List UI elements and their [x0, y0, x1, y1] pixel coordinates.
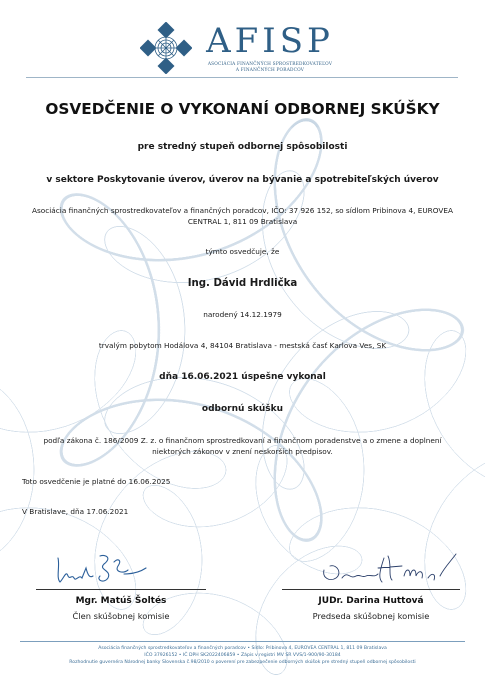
footer-divider — [20, 641, 465, 642]
signatory-name-left: Mgr. Matúš Šoltés — [75, 596, 167, 606]
signature-line-left — [36, 589, 206, 590]
exam-date: dňa 16.06.2021 úspešne vykonal — [159, 372, 326, 382]
certifies-text: týmto osvedčuje, že — [205, 247, 280, 256]
footer-line-3: Rozhodnutie guvernéra Národnej banky Slovenska č.98/2010 o poverení pre zabezpečenie odborných skúšok pre stredný stupeň odbornej spôsobilosti — [69, 660, 416, 665]
law-line-1: podľa zákona č. 186/2009 Z. z. o finančnom sprostredkovaní a finančnom poradenstve a o zmene a doplnení — [43, 436, 442, 445]
brand-name: AFISP — [206, 21, 334, 61]
law-line-2: niektorých zákonov v znení neskorších predpisov. — [152, 447, 333, 456]
signatory-role-left: Člen skúšobnej komisie — [72, 611, 170, 621]
qualification-sector: v sektore Poskytovanie úverov, úverov na bývanie a spotrebiteľských úverov — [46, 175, 439, 185]
residence: trvalým pobytom Hodálova 4, 84104 Bratislava - mestská časť Karlova Ves, SK — [98, 341, 387, 350]
issuer-line-1: Asociácia finančných sprostredkovateľov a finančných poradcov, IČO: 37 926 152, so sídlom Pribinova 4, EUROVEA — [32, 206, 453, 215]
brand-subtitle — [200, 62, 340, 74]
brand-subtitle-line-1: ASOCIÁCIA FINANČNÝCH SPROSTREDKOVATEĽOV — [207, 62, 333, 67]
exam-type: odbornú skúšku — [201, 404, 284, 414]
signature-huttova — [318, 548, 464, 588]
signature-line-right — [282, 589, 460, 590]
footer-line-1: Asociácia finančných sprostredkovateľov a finančných poradcov • Sídlo: Pribinova 4, EUROVEA CENTRAL 1, 811 09 Bratislava — [98, 646, 387, 651]
brand-subtitle-line-2: A FINANČNÝCH PORADCOV — [235, 68, 305, 73]
signatory-name-right: JUDr. Darina Huttová — [318, 596, 424, 606]
holder-name: Ing. Dávid Hrdlička — [187, 278, 298, 289]
header-divider — [26, 77, 458, 78]
footer-line-2: IČO 37926152 • IČ DPH SK2022406859 • Zápis v registri MV SR VVS/1-900/90-30184 — [144, 653, 341, 658]
signatory-role-right: Predseda skúšobnej komisie — [312, 611, 430, 621]
qualification-level: pre stredný stupeň odbornej spôsobilosti — [137, 142, 348, 152]
birth-date: narodený 14.12.1979 — [203, 310, 282, 319]
validity: Toto osvedčenie je platné do 16.06.2025 — [22, 477, 171, 486]
certificate-title: OSVEDČENIE O VYKONANÍ ODBORNEJ SKÚŠKY — [45, 100, 440, 118]
issuer-line-2: CENTRAL 1, 811 09 Bratislava — [187, 217, 298, 226]
afisp-emblem-icon — [140, 22, 192, 74]
header — [0, 18, 485, 80]
place-date: V Bratislave, dňa 17.06.2021 — [22, 507, 129, 516]
signature-soltes — [52, 548, 152, 586]
